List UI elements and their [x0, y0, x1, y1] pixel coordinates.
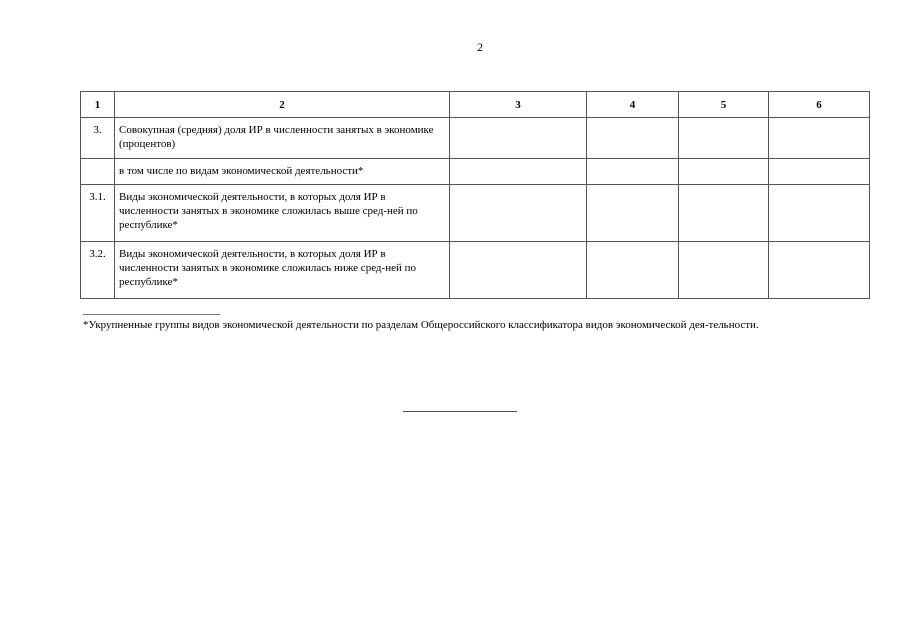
row-description: Виды экономической деятельности, в которых доля ИР в численности занятых в экономике сложилась выше сред-ней по республике*: [115, 185, 450, 242]
row-number: [81, 159, 115, 185]
column-header: 6: [769, 92, 870, 118]
empty-cell: [769, 242, 870, 299]
empty-cell: [587, 118, 679, 159]
row-number: 3.: [81, 118, 115, 159]
table-row: [81, 118, 870, 159]
table-row: [81, 159, 870, 185]
empty-cell: [450, 185, 587, 242]
page-number: 2: [477, 40, 483, 54]
column-header: 5: [679, 92, 769, 118]
end-divider: [403, 411, 517, 412]
row-number: 3.2.: [81, 242, 115, 299]
empty-cell: [769, 185, 870, 242]
empty-cell: [679, 118, 769, 159]
empty-cell: [587, 185, 679, 242]
empty-cell: [679, 242, 769, 299]
empty-cell: [679, 159, 769, 185]
table-row: [81, 185, 870, 242]
column-header: 1: [81, 92, 115, 118]
column-header: 4: [587, 92, 679, 118]
empty-cell: [587, 242, 679, 299]
footnote: *Укрупненные группы видов экономической деятельности по разделам Общероссийского классификатора видов экономической дея-тельности.: [83, 319, 759, 331]
table-row: [81, 242, 870, 299]
header-row: [81, 92, 870, 118]
row-description: в том числе по видам экономической деятельности*: [115, 159, 450, 185]
empty-cell: [450, 242, 587, 299]
row-description: Виды экономической деятельности, в которых доля ИР в численности занятых в экономике сложилась ниже сред-ней по республике*: [115, 242, 450, 299]
empty-cell: [587, 159, 679, 185]
empty-cell: [450, 118, 587, 159]
empty-cell: [450, 159, 587, 185]
footnote-separator: [83, 314, 220, 315]
data-table: [80, 91, 870, 299]
column-header: 2: [115, 92, 450, 118]
column-header: 3: [450, 92, 587, 118]
row-number: 3.1.: [81, 185, 115, 242]
row-description: Совокупная (средняя) доля ИР в численности занятых в экономике (процентов): [115, 118, 450, 159]
empty-cell: [769, 118, 870, 159]
empty-cell: [679, 185, 769, 242]
empty-cell: [769, 159, 870, 185]
